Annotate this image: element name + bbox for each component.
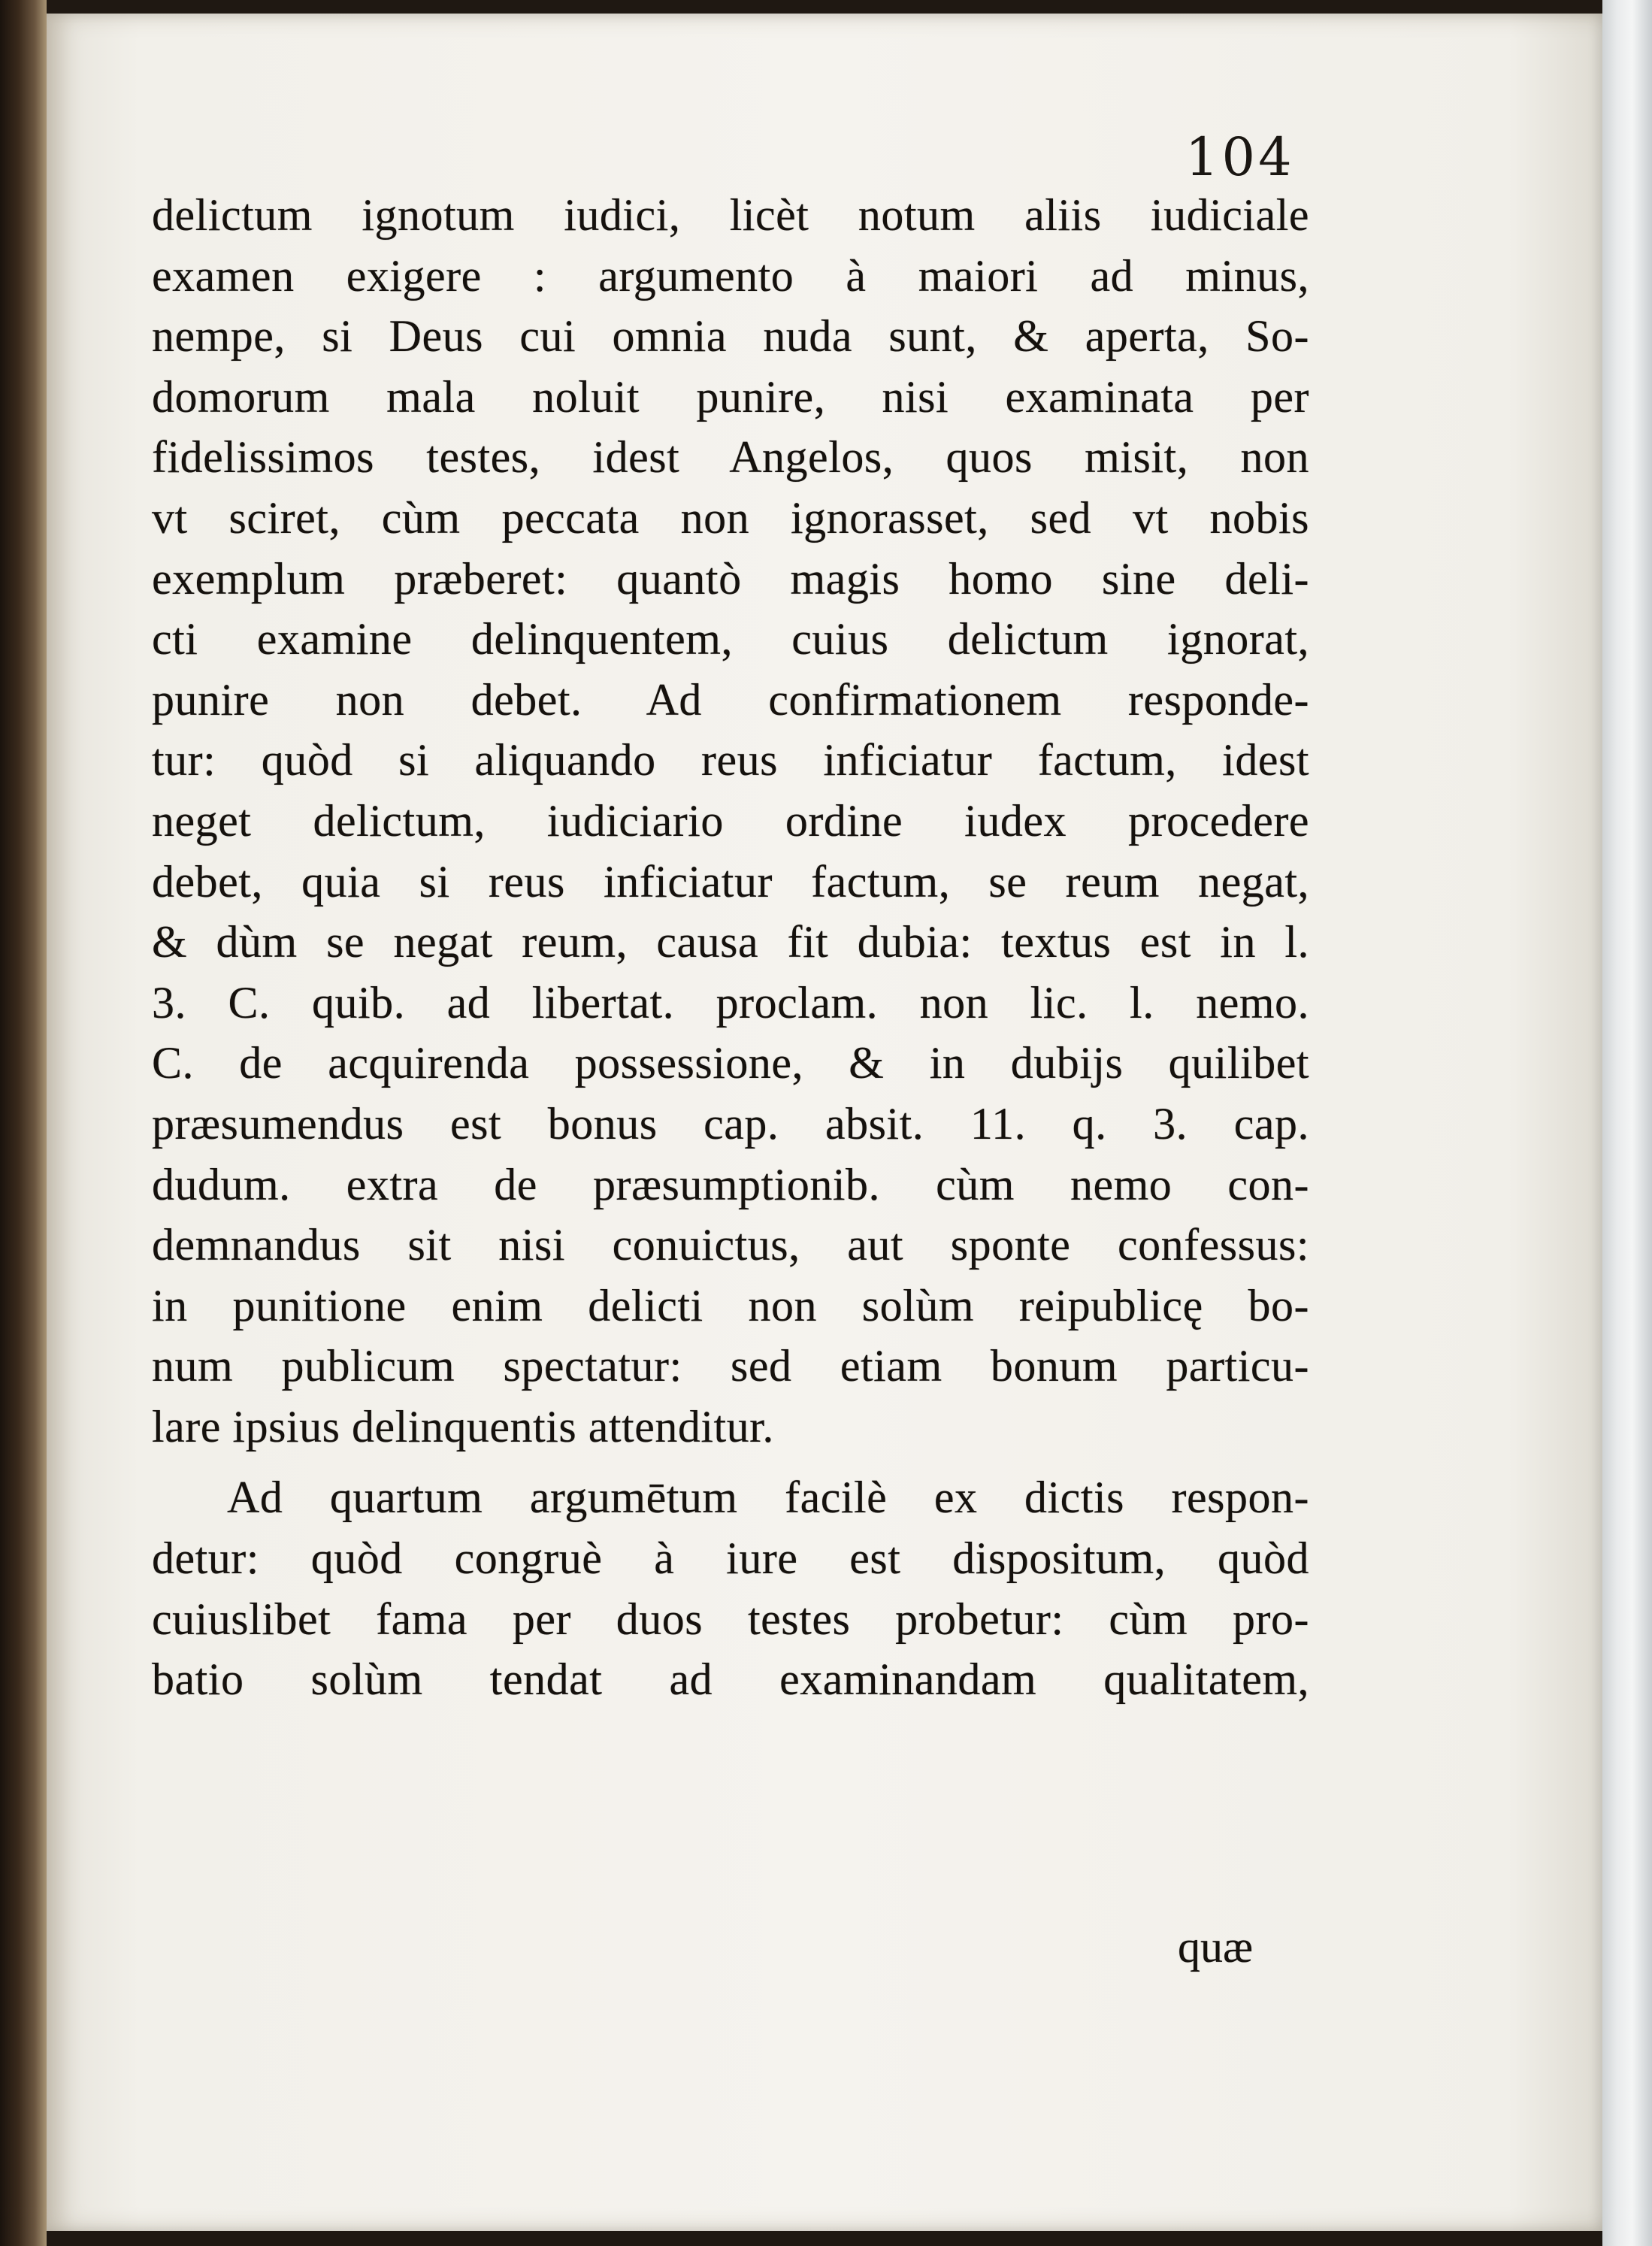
text-line: vt sciret, cùm peccata non ignorasset, sed vt nobis [152,492,1309,543]
paragraph-1 [152,185,1309,1457]
catchword: quæ [1178,1922,1254,1972]
text-line: nempe, si Deus cui omnia nuda sunt, & aperta, So- [152,311,1309,362]
text-line: detur: quòd congruè à iure est dispositum, quòd [152,1533,1309,1584]
text-line: punire non debet. Ad confirmationem responde- [152,674,1309,725]
next-page-edge [1602,0,1652,2246]
text-line: dudum. extra de præsumptionib. cùm nemo con- [152,1159,1309,1209]
book-spine-shadow [0,0,47,2246]
page-number: 104 [1185,126,1295,188]
text-line: C. de acquirenda possessione, & in dubijs quilibet [152,1038,1309,1088]
text-line: & dùm se negat reum, causa fit dubia: textus est in l. [152,917,1309,967]
text-line: demnandus sit nisi conuictus, aut sponte confessus: [152,1220,1309,1270]
paragraph-gap [152,1457,1309,1467]
text-line: delictum ignotum iudici, licèt notum aliis iudiciale [152,190,1309,240]
book-page [47,14,1602,2231]
paragraph-2 [152,1467,1309,1709]
text-line: fidelissimos testes, idest Angelos, quos misit, non [152,432,1309,483]
text-line: num publicum spectatur: sed etiam bonum particu- [152,1341,1309,1391]
text-line: examen exigere : argumento à maiori ad minus, [152,250,1309,301]
text-line: cti examine delinquentem, cuius delictum ignorat, [152,614,1309,664]
text-line: tur: quòd si aliquando reus inficiatur factum, idest [152,735,1309,785]
text-line: cuiuslibet fama per duos testes probetur: cùm pro- [152,1594,1309,1644]
body-text [152,185,1309,1710]
text-line: lare ipsius delinquentis attenditur. [152,1401,774,1451]
text-line: exemplum præberet: quantò magis homo sine deli- [152,553,1309,604]
text-line: domorum mala noluit punire, nisi examinata per [152,371,1309,422]
text-line: præsumendus est bonus cap. absit. 11. q. 3. cap. [152,1098,1309,1149]
text-line: batio solùm tendat ad examinandam qualitatem, [152,1654,1309,1705]
text-line: neget delictum, iudiciario ordine iudex procedere [152,795,1309,846]
text-line: 3. C. quib. ad libertat. proclam. non lic. l. nemo. [152,977,1309,1028]
text-line: in punitione enim delicti non solùm reipublicę bo- [152,1280,1309,1330]
text-line: debet, quia si reus inficiatur factum, se reum negat, [152,856,1309,907]
text-line: Ad quartum argumētum facilè ex dictis respon- [227,1473,1309,1523]
